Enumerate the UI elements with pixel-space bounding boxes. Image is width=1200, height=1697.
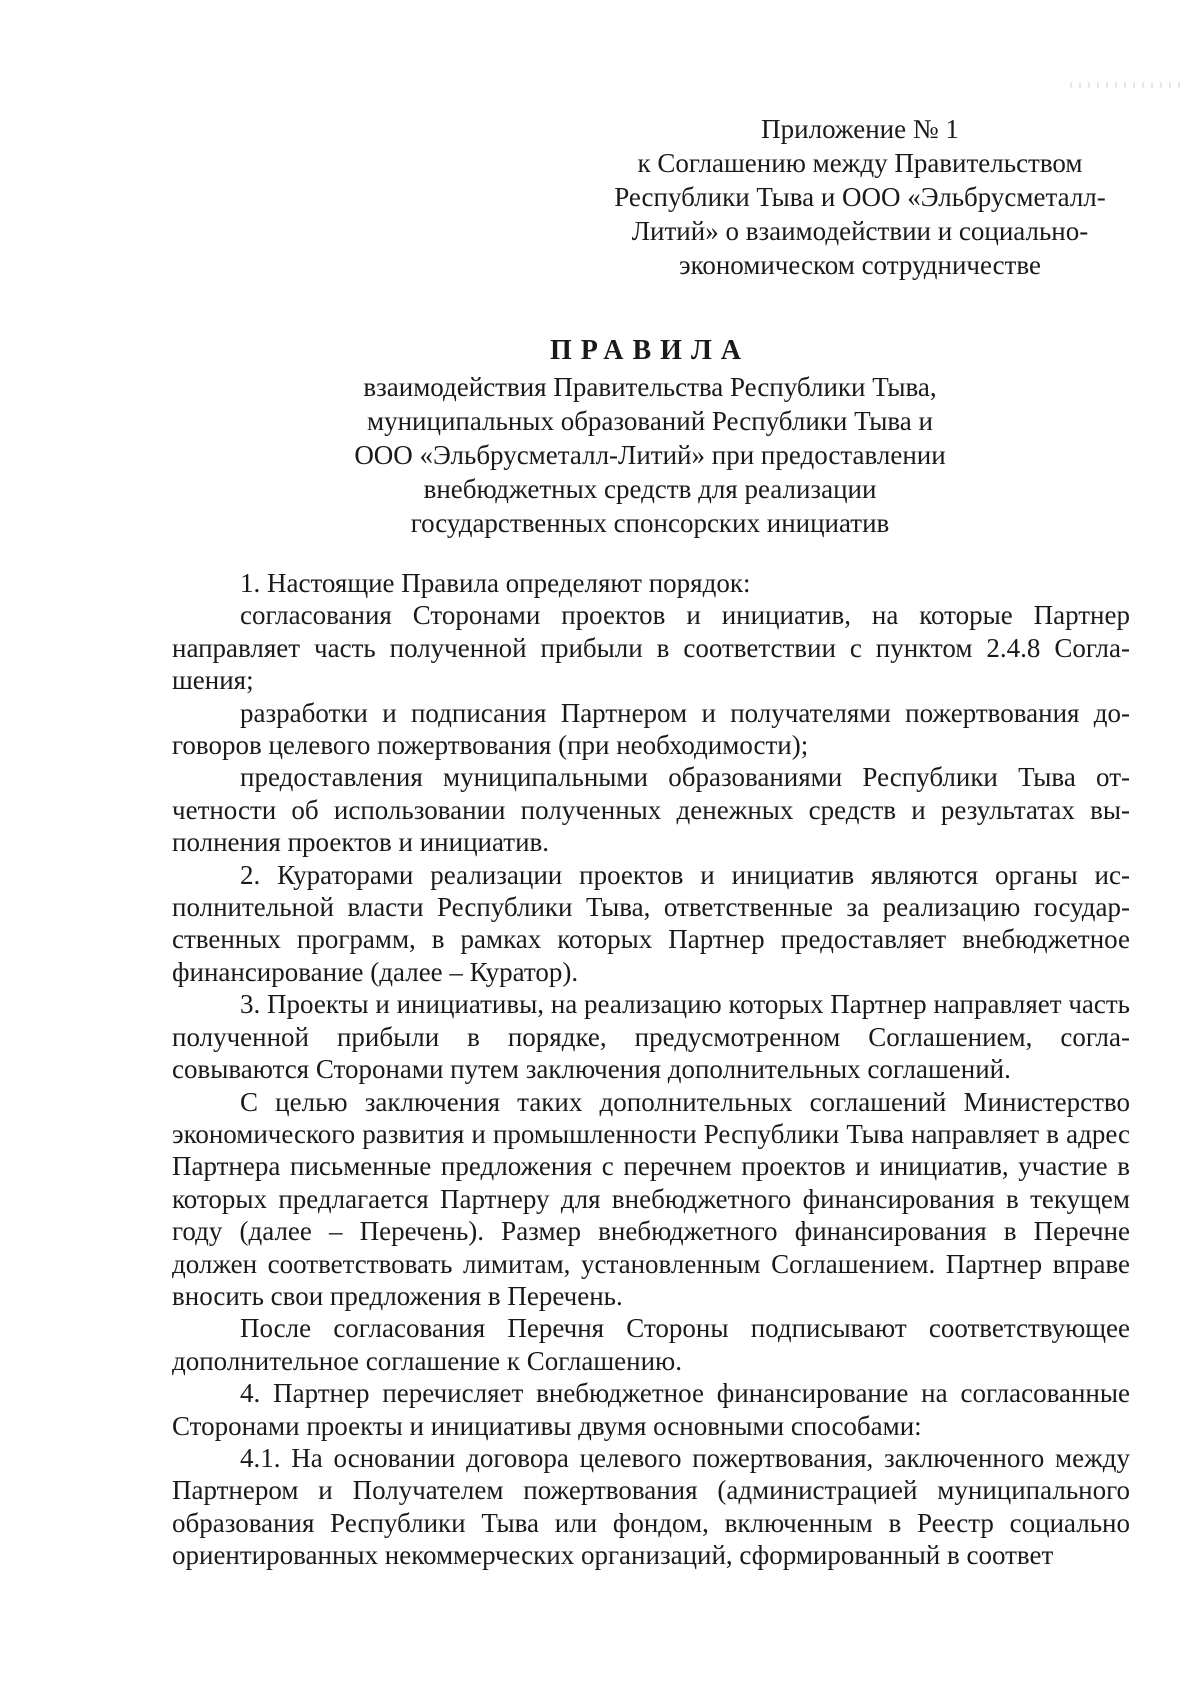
title-line: внебюджетных средств для реализации — [423, 474, 877, 504]
title-main: ПРАВИЛА — [549, 335, 751, 366]
title-line: ООО «Эльбрусметалл-Литий» при предоставлении — [354, 440, 946, 470]
title-line: государственных спонсорских инициатив — [410, 508, 890, 538]
appendix-line: Республики Тыва и ООО «Эльбрусметалл- — [614, 182, 1106, 212]
appendix-line: Литий» о взаимодействии и социально- — [631, 216, 1089, 246]
title-line: муниципальных образований Республики Тыва и — [367, 406, 933, 436]
scan-artifact — [1070, 82, 1180, 88]
paragraph: 2. Кураторами реализации проектов и инициатив являются органы исполнительной власти Республики Тыва, ответственные за реализацию государственных программ, в рамках которых Партнер предоставляет внебюджетное финансирование (далее – Куратор). — [172, 859, 1130, 987]
paragraph: 1. Настоящие Правила определяют порядок: — [240, 568, 751, 598]
paragraph: 4. Партнер перечисляет внебюджетное финансирование на согласованные Сторонами проекты и инициативы двумя основными способами: — [172, 1378, 1130, 1441]
appendix-header — [580, 112, 1140, 282]
paragraph: 3. Проекты и инициативы, на реализацию которых Партнер направляет часть полученной прибыли в порядке, предусмотренном Соглашением, согласовываются Сторонами путем заключения дополнительных соглашений. — [172, 989, 1130, 1085]
appendix-line: Приложение № 1 — [761, 114, 959, 144]
document-title — [170, 334, 1130, 540]
paragraph: согласования Сторонами проектов и инициатив, на которые Партнер направляет часть полученной прибыли в соответствии с пунктом 2.4.8 Соглашения; — [172, 600, 1130, 696]
title-line: взаимодействия Правительства Республики Тыва, — [363, 372, 937, 402]
paragraph: 4.1. На основании договора целевого пожертвования, заключенного между Партнером и Получателем пожертвования (администрацией муниципального образования Республики Тыва или фондом, включенным в Реестр социально ориентированных некоммерческих организаций, сформированный в соответ — [172, 1442, 1130, 1571]
paragraph: После согласования Перечня Стороны подписывают соответствующее дополнительное соглашение к Соглашению. — [172, 1313, 1130, 1376]
paragraph: С целью заключения таких дополнительных соглашений Министерство экономического развития и промышленности Республики Тыва направляет в адрес Партнера письменные предложения с перечнем проектов и инициатив, участие в которых предлагается Партнеру для внебюджетного финансирования в текущем году (далее – Перечень). Размер внебюджетного финансирования в Перечне должен соответствовать лимитам, установленным Соглашением. Партнер вправе вносить свои предложения в Перечень. — [172, 1086, 1130, 1311]
paragraph: разработки и подписания Партнером и получателями пожертвования договоров целевого пожертвования (при необходимости); — [172, 697, 1130, 761]
paragraph: предоставления муниципальными образованиями Республики Тыва отчетности об использовании полученных денежных средств и результатах выполнения проектов и инициатив. — [172, 762, 1130, 858]
appendix-line: к Соглашению между Правительством — [637, 148, 1083, 178]
appendix-line: экономическом сотрудничестве — [678, 250, 1042, 280]
document-body — [172, 567, 1130, 1572]
